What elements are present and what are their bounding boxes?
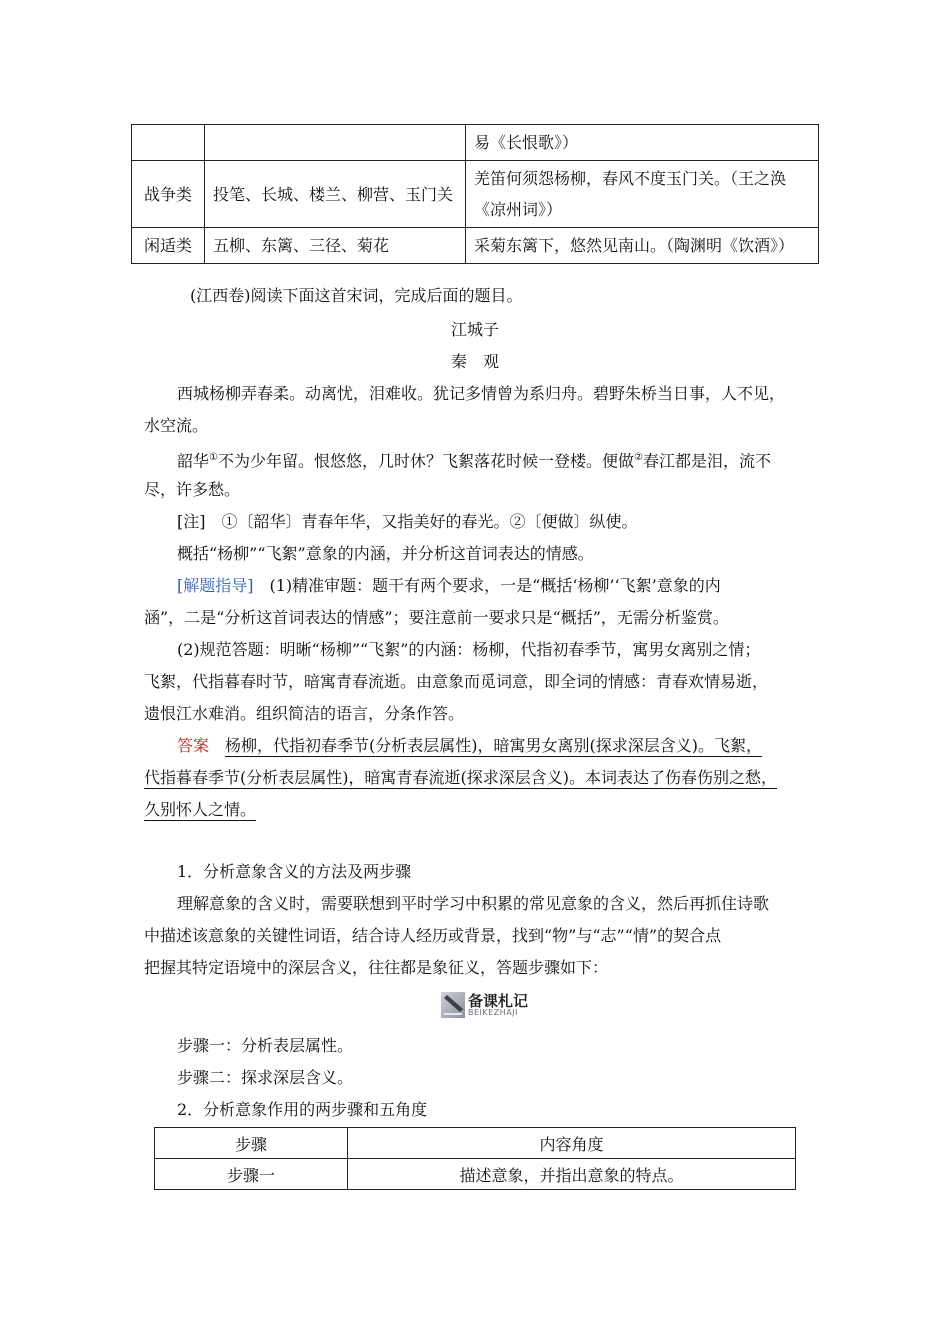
guide-line3: (2)规范答题：明晰“杨柳”“飞絮”的内涵：杨柳，代指初春季节，寓男女离别之情； [177, 640, 761, 659]
poem-stanza1-line1: 西城杨柳弄春柔。动离忧，泪难收。犹记多情曾为系归舟。碧野朱桥当日事，人不见， [177, 384, 786, 403]
table-cell-images: 投笔、长城、楼兰、柳营、玉门关 [205, 161, 466, 228]
table-row [132, 161, 819, 228]
question-text: 概括“杨柳”“飞絮”意象的内涵，并分析这首词表达的情感。 [177, 544, 594, 563]
table-cell-category: 闲适类 [132, 228, 205, 264]
section1-line1: 理解意象的含义时，需要联想到平时学习中积累的常见意象的含义，然后再抓住诗歌 [177, 894, 770, 913]
beikezhaji-logo [440, 990, 538, 1020]
logo-cn-text: 备课札记 [468, 992, 529, 1010]
answer-line3: 久别怀人之情。 [144, 800, 257, 819]
poem-author: 秦 观 [450, 352, 499, 371]
table-row [155, 1159, 796, 1190]
guide-line5: 遗恨江水难消。组织简洁的语言，分条作答。 [144, 704, 465, 723]
steps-table [154, 1127, 796, 1190]
guide-line1: [解题指导] (1)精准审题：题干有两个要求，一是“概括‘杨柳’‘飞絮’意象的内 [177, 576, 721, 595]
section1-heading: 1．分析意象含义的方法及两步骤 [177, 862, 412, 881]
poem-title: 江城子 [450, 320, 499, 339]
table-row [132, 228, 819, 264]
answer-line1: 答案 杨柳，代指初春季节(分析表层属性)，暗寓男女离别(探求深层含义)。飞絮， [177, 736, 763, 755]
table-cell: 步骤一 [155, 1159, 348, 1190]
guide-line4: 飞絮，代指暮春时节，暗寓青春流逝。由意象而觅词意，即全词的情感：青春欢情易逝， [144, 672, 769, 691]
table-cell-images [205, 125, 466, 161]
table-header-row [155, 1128, 796, 1159]
table-cell: 描述意象，并指出意象的特点。 [348, 1159, 796, 1190]
poem-stanza1-line2: 水空流。 [144, 416, 209, 435]
poem-stanza2-line1: 韶华①不为少年留。恨悠悠，几时休？飞絮落花时候一登楼。便做②春江都是泪，流不 [177, 451, 771, 471]
table-cell-example: 羌笛何须怨杨柳，春风不度玉门关。（王之涣《凉州词》） [466, 161, 819, 228]
table-header-cell: 步骤 [155, 1128, 348, 1159]
exam-intro: (江西卷)阅读下面这首宋词，完成后面的题目。 [190, 286, 523, 305]
table-cell-category: 战争类 [132, 161, 205, 228]
poem-note: [注] ①〔韶华〕青春年华，又指美好的春光。②〔便做〕纵使。 [177, 512, 638, 531]
guide-line2: 涵”，二是“分析这首词表达的情感”；要注意前一要求只是“概括”，无需分析鉴赏。 [144, 608, 729, 627]
table-cell-example: 易《长恨歌》） [466, 125, 819, 161]
table-cell-images: 五柳、东篱、三径、菊花 [205, 228, 466, 264]
table-cell-category [132, 125, 205, 161]
section2-heading: 2．分析意象作用的两步骤和五角度 [177, 1100, 428, 1119]
answer-label: 答案 [177, 736, 210, 755]
logo-en-text: BEIKEZHAJI [468, 1008, 518, 1017]
table-cell-example: 采菊东篱下，悠然见南山。（陶渊明《饮酒》） [466, 228, 819, 264]
section1-line3: 把握其特定语境中的深层含义，往往都是象征义，答题步骤如下： [144, 958, 609, 977]
poem-stanza2-line2: 尽，许多愁。 [144, 480, 241, 499]
table-header-cell: 内容角度 [348, 1128, 796, 1159]
answer-line2: 代指暮春季节(分析表层属性)，暗寓青春流逝(探求深层含义)。本词表达了伤春伤别之愁， [144, 768, 777, 787]
step-one: 步骤一：分析表层属性。 [177, 1036, 354, 1055]
section1-line2: 中描述该意象的关键性词语，结合诗人经历或背景，找到“物”与“志”“情”的契合点 [144, 926, 722, 945]
step-two: 步骤二：探求深层含义。 [177, 1068, 354, 1087]
imagery-table [131, 124, 819, 264]
table-row [132, 125, 819, 161]
guide-label: [解题指导] [177, 576, 254, 595]
